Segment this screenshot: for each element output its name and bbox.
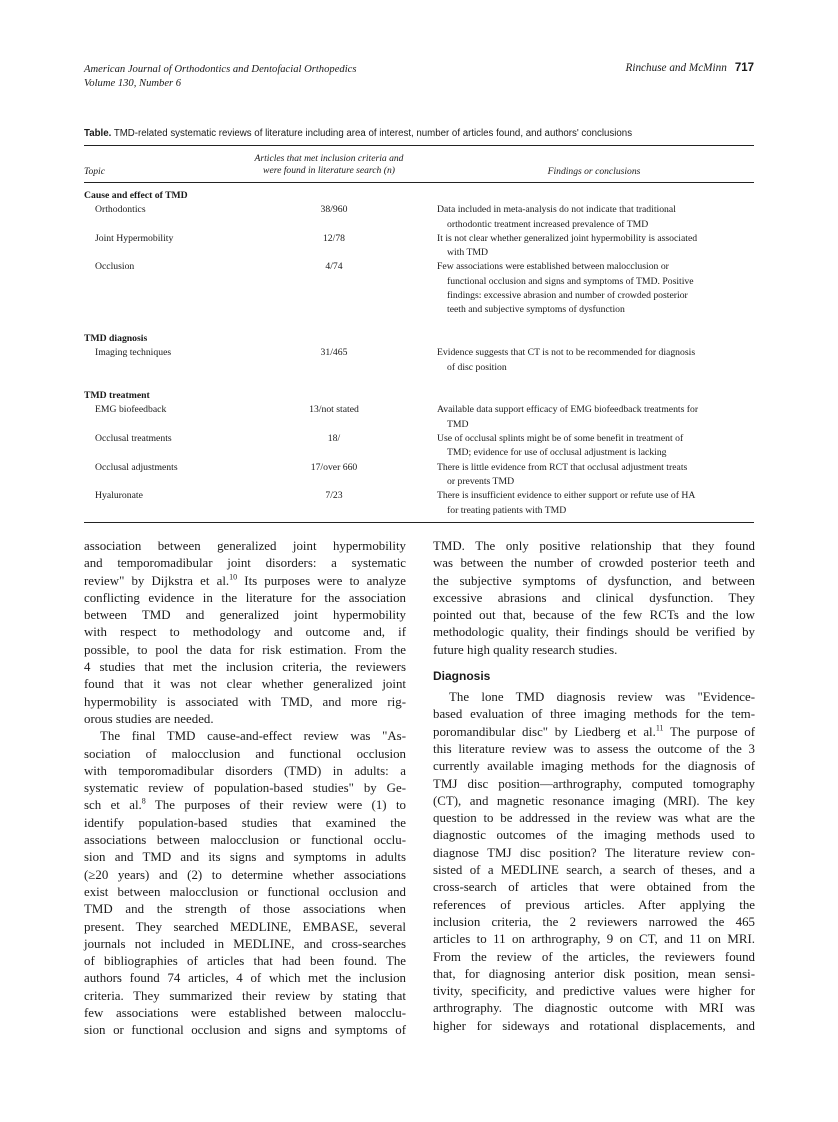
text-line: exist between malocclusion or functional occlusion and — [84, 884, 406, 899]
text-line: tivity, specificity, and predictive values were higher for — [433, 984, 755, 999]
table-row — [84, 232, 754, 261]
table-row — [84, 203, 754, 232]
text-line: sion or functional occlusion and signs and symptoms of — [84, 1023, 406, 1038]
header-findings: Findings or conclusions — [547, 166, 641, 177]
text-line: TMD. The only positive relationship that they found — [433, 539, 755, 553]
text-line: the subjective symptoms of dysfunction, and between — [433, 573, 755, 588]
row-articles: 12/78 — [322, 232, 346, 244]
row-articles: 38/960 — [320, 204, 348, 216]
text-line: based evaluation of three imaging methods for the tem- — [433, 707, 755, 722]
text-line: and temporomadibular joint disorders: a systematic — [84, 556, 406, 571]
findings-line: Evidence suggests that CT is not to be recommended for diagnosis — [437, 347, 696, 359]
table-bottom-rule — [84, 522, 754, 523]
text-line: pointed out that, because of the few RCTs and the low — [433, 608, 755, 623]
text-line: with temporomadibular disorders (TMD) in adults: a — [84, 763, 406, 778]
text-line: with respect to methodology and outcome and, if — [84, 625, 406, 640]
table-row — [84, 260, 754, 317]
text-line: (CT), and magnetic resonance imaging (MRI). The key — [433, 793, 755, 808]
text-line: identify population-based studies that examined the — [84, 815, 406, 830]
text-line: associations between malocclusion or functional occlu- — [84, 833, 406, 848]
paragraph — [433, 689, 755, 1035]
findings-line: TMD — [447, 418, 469, 430]
text-line: that, for diagnosing anterior disk position, mean sensi- — [433, 966, 755, 981]
table-header — [84, 146, 754, 182]
text-line: between TMD and generalized joint hypermobility — [84, 608, 406, 623]
text-line: conflicting evidence in the literature for the association — [84, 590, 406, 605]
row-topic: Orthodontics — [95, 204, 146, 216]
row-findings — [437, 432, 754, 461]
text-line: criteria. They summarized their review by stating that — [84, 988, 406, 1003]
text-line: few associations were established between malocclu- — [84, 1006, 406, 1021]
text-line: articles to 11 on arthrography, 9 on CT, and 11 on MRI. — [433, 932, 755, 947]
row-topic: EMG biofeedback — [95, 404, 167, 416]
citation: 10 — [229, 572, 238, 582]
caption-text: TMD-related systematic reviews of literature including area of interest, number of articles found, and authors' conclusions — [113, 128, 633, 139]
text-line: present. They searched MEDLINE, EMBASE, several — [84, 919, 406, 934]
text-line: sociation of malocclusion and functional occlusion — [84, 746, 406, 761]
findings-line: of disc position — [447, 361, 507, 373]
row-topic: Occlusal treatments — [95, 433, 172, 445]
text-line: higher for sideways and rotational displacements, and — [433, 1018, 755, 1033]
header-topic: Topic — [84, 166, 105, 177]
text-line: was between the number of crowded posterior teeth and — [433, 556, 755, 571]
table-row — [84, 346, 754, 375]
text-line: arthrography. The diagnostic outcome with MRI was — [433, 1001, 755, 1016]
row-articles: 17/over 660 — [310, 461, 358, 473]
text-line: possible, to pool the data for risk estimation. From the — [84, 642, 406, 657]
header-articles-line-1: Articles that met inclusion criteria and — [254, 153, 404, 164]
text-line: sion and TMD and its signs and symptoms in adults — [84, 850, 406, 865]
text-run: review" by Dijkstra et al. — [84, 573, 230, 588]
authors: Rinchuse and McMinn — [625, 62, 727, 74]
row-topic: Joint Hypermobility — [95, 232, 174, 244]
text-line — [84, 797, 406, 814]
text-run: The purpose of — [663, 724, 755, 739]
row-findings — [437, 489, 754, 518]
text-line: TMJ disc position—arthrography, computed tomography — [433, 776, 755, 791]
text-line: TMD and the strength of those associations when — [84, 902, 406, 917]
findings-line: Available data support efficacy of EMG biofeedback treatments for — [437, 404, 699, 416]
row-articles: 7/23 — [325, 490, 343, 502]
body-column-left — [84, 538, 406, 1040]
text-line: references of previous articles. After applying the — [433, 897, 755, 912]
page-number: 717 — [734, 62, 754, 74]
text-line: (≥20 years) and (2) to determine whether associations — [84, 867, 406, 882]
text-run: sch et al. — [84, 798, 142, 813]
text-run: poromandibular disc" by Liedberg et al. — [433, 724, 656, 739]
journal-volume: Volume 130, Number 6 — [84, 78, 182, 89]
text-line: cross-search of articles that were obtained from the — [433, 880, 755, 895]
body-column-right — [433, 538, 755, 1035]
citation: 8 — [141, 797, 146, 807]
text-line — [433, 724, 755, 741]
text-line: orous studies are needed. — [84, 711, 214, 726]
text-line: systematic review of population-based studies" by Ge- — [84, 781, 406, 796]
findings-line: functional occlusion and signs and symptoms of TMD. Positive — [447, 275, 694, 287]
text-run: The purposes of their review were (1) to — [145, 798, 406, 813]
text-run: Its purposes were to analyze — [237, 573, 406, 588]
section-heading: TMD treatment — [84, 390, 150, 402]
row-articles: 31/465 — [320, 347, 348, 359]
page-header-right — [626, 62, 754, 74]
caption-label: Table. — [84, 128, 112, 139]
text-line: association between generalized joint hypermobility — [84, 539, 406, 553]
text-line: methodologic quality, their findings should be verified by — [433, 625, 755, 640]
text-line: hypermobility is associated with TMD, and more rig- — [84, 694, 406, 709]
text-line: excessive abrasions and clinical dysfunction. They — [433, 590, 755, 605]
row-articles: 18/ — [327, 433, 341, 445]
text-line: currently available imaging methods for the diagnosis of — [433, 759, 755, 774]
text-line: found that it was not clear whether generalized joint — [84, 677, 406, 692]
paragraph — [84, 728, 406, 1039]
paragraph — [433, 538, 755, 659]
paragraph — [84, 538, 406, 728]
row-topic: Hyaluronate — [95, 490, 143, 502]
text-line: question to be addressed in the review was what are the — [433, 811, 755, 826]
text-line: authors found 74 articles, 4 of which met the inclusion — [84, 971, 406, 986]
table-row — [84, 489, 754, 518]
row-articles: 13/not stated — [309, 404, 359, 416]
text-line: inclusion criteria, the 2 reviewers narrowed the 465 — [433, 914, 755, 929]
findings-line: Data included in meta-analysis do not indicate that traditional — [437, 204, 676, 216]
journal-title: American Journal of Orthodontics and Dentofacial Orthopedics — [84, 64, 357, 75]
section-heading: Diagnosis — [433, 669, 491, 684]
text-line: future high quality research studies. — [433, 642, 618, 657]
text-line: sisted of a MEDLINE search, a search of theses, and a — [433, 863, 755, 878]
row-findings — [437, 203, 754, 232]
table-row — [84, 432, 754, 461]
row-findings — [437, 461, 754, 490]
text-line: this literature review was to assess the outcome of the 3 — [433, 741, 755, 756]
section-heading: Cause and effect of TMD — [84, 190, 188, 201]
header-articles — [234, 153, 424, 177]
citation: 11 — [655, 723, 664, 733]
table-row — [84, 403, 754, 432]
findings-line: or prevents TMD — [447, 475, 515, 487]
findings-line: There is insufficient evidence to either support or refute use of HA — [437, 490, 696, 502]
row-findings — [437, 403, 754, 432]
findings-line: Use of occlusal splints might be of some benefit in treatment of — [437, 433, 684, 445]
findings-line: Few associations were established between malocclusion or — [437, 261, 669, 273]
findings-line: TMD; evidence for use of occlusal adjustment is lacking — [447, 447, 667, 459]
findings-line: with TMD — [447, 247, 488, 259]
row-findings — [437, 346, 754, 375]
row-topic: Occlusal adjustments — [95, 461, 178, 473]
row-articles: 4/74 — [325, 261, 343, 273]
text-line: diagnostic outcomes of the imaging methods used to — [433, 828, 755, 843]
findings-line: teeth and subjective symptoms of dysfunction — [447, 304, 625, 316]
findings-line: for treating patients with TMD — [447, 504, 567, 516]
row-topic: Imaging techniques — [95, 347, 172, 359]
text-line: of bibliographies of articles that had been found. The — [84, 954, 406, 969]
table-body — [84, 183, 754, 522]
section-heading: TMD diagnosis — [84, 332, 148, 344]
row-findings — [437, 232, 754, 261]
text-line: The final TMD cause-and-effect review was "As- — [100, 729, 406, 744]
findings-line: orthodontic treatment increased prevalence of TMD — [447, 218, 649, 230]
summary-table — [84, 145, 754, 523]
findings-line: There is little evidence from RCT that occlusal adjustment treats — [437, 461, 688, 473]
text-line — [84, 573, 406, 590]
findings-line: It is not clear whether generalized joint hypermobility is associated — [437, 232, 698, 244]
running-header — [84, 63, 356, 91]
table-row — [84, 461, 754, 490]
row-findings — [437, 260, 754, 317]
text-line: diagnose TMJ disc position? The literature review con- — [433, 845, 755, 860]
text-line: The lone TMD diagnosis review was "Evidence- — [449, 690, 755, 705]
text-line: From the review of the articles, the reviewers found — [433, 949, 755, 964]
findings-line: findings: excessive abrasion and number of crowded posterior — [447, 290, 688, 302]
text-line: journals not included in MEDLINE, and cross-searches — [84, 936, 406, 951]
row-topic: Occlusion — [95, 261, 135, 273]
text-line: 4 studies that met the inclusion criteria, the reviewers — [84, 660, 406, 675]
table-caption — [84, 128, 764, 139]
header-articles-line-2: were found in literature search (n) — [263, 165, 395, 176]
